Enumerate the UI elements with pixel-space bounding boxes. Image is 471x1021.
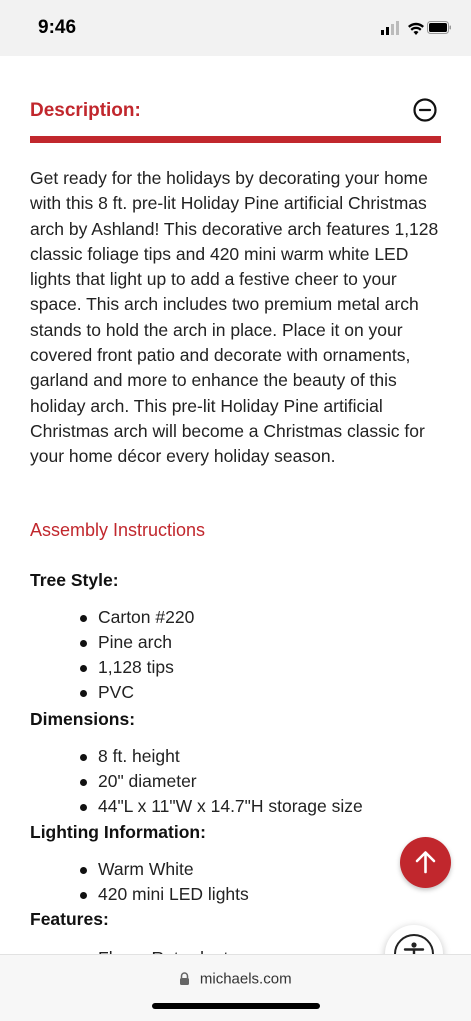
dimensions-list (0, 744, 471, 819)
wifi-icon (408, 23, 424, 35)
url-row[interactable] (0, 970, 471, 988)
description-title: Description: (30, 100, 141, 121)
list-item: 420 mini LED lights (0, 882, 471, 907)
features-heading: Features: (30, 909, 109, 929)
list-item: Pine arch (0, 630, 471, 655)
tree-style-list (0, 605, 471, 705)
section-divider (30, 136, 441, 143)
battery-icon (428, 22, 452, 34)
list-item: Carton #220 (0, 605, 471, 630)
list-item: 8 ft. height (0, 744, 471, 769)
home-indicator[interactable] (152, 1003, 320, 1009)
dimensions-heading: Dimensions: (30, 709, 136, 729)
signal-icon (381, 21, 399, 35)
lock-icon (179, 972, 190, 985)
url-text: michaels.com (199, 970, 292, 988)
minus-circle-icon[interactable] (413, 98, 437, 122)
status-bar (0, 0, 471, 56)
status-time: 9:46 (38, 17, 77, 38)
assembly-instructions-link[interactable]: Assembly Instructions (30, 520, 206, 540)
list-item: Warm White (0, 857, 471, 882)
list-item: 20" diameter (0, 769, 471, 794)
description-header[interactable] (30, 100, 440, 128)
tree-style-heading: Tree Style: (30, 570, 119, 590)
product-details (0, 56, 471, 954)
list-item: PVC (0, 680, 471, 705)
lighting-heading: Lighting Information: (30, 822, 206, 842)
scroll-to-top-button[interactable] (400, 837, 451, 888)
list-item: 44"L x 11"W x 14.7"H storage size (0, 794, 471, 819)
list-item: 1,128 tips (0, 655, 471, 680)
description-text: Get ready for the holidays by decorating your home with this 8 ft. pre-lit Holiday Pine artificial Christmas arch by Ashland! This decorative arch features 1,128 classic foliage tips and 420 mini warm white LED lights that light up to add a festive cheer to your space. This arch includes two premium metal arch stands to hold the arch in place. Place it on your covered front patio and decorate with ornaments, garland and more to enhance the beauty of this holiday arch. This pre-lit Holiday Pine artificial Christmas arch will become a Christmas classic for your home décor every holiday season. (30, 168, 439, 467)
status-icons (381, 19, 451, 37)
arrow-up-icon (400, 837, 451, 888)
browser-address-bar[interactable] (0, 954, 471, 1021)
